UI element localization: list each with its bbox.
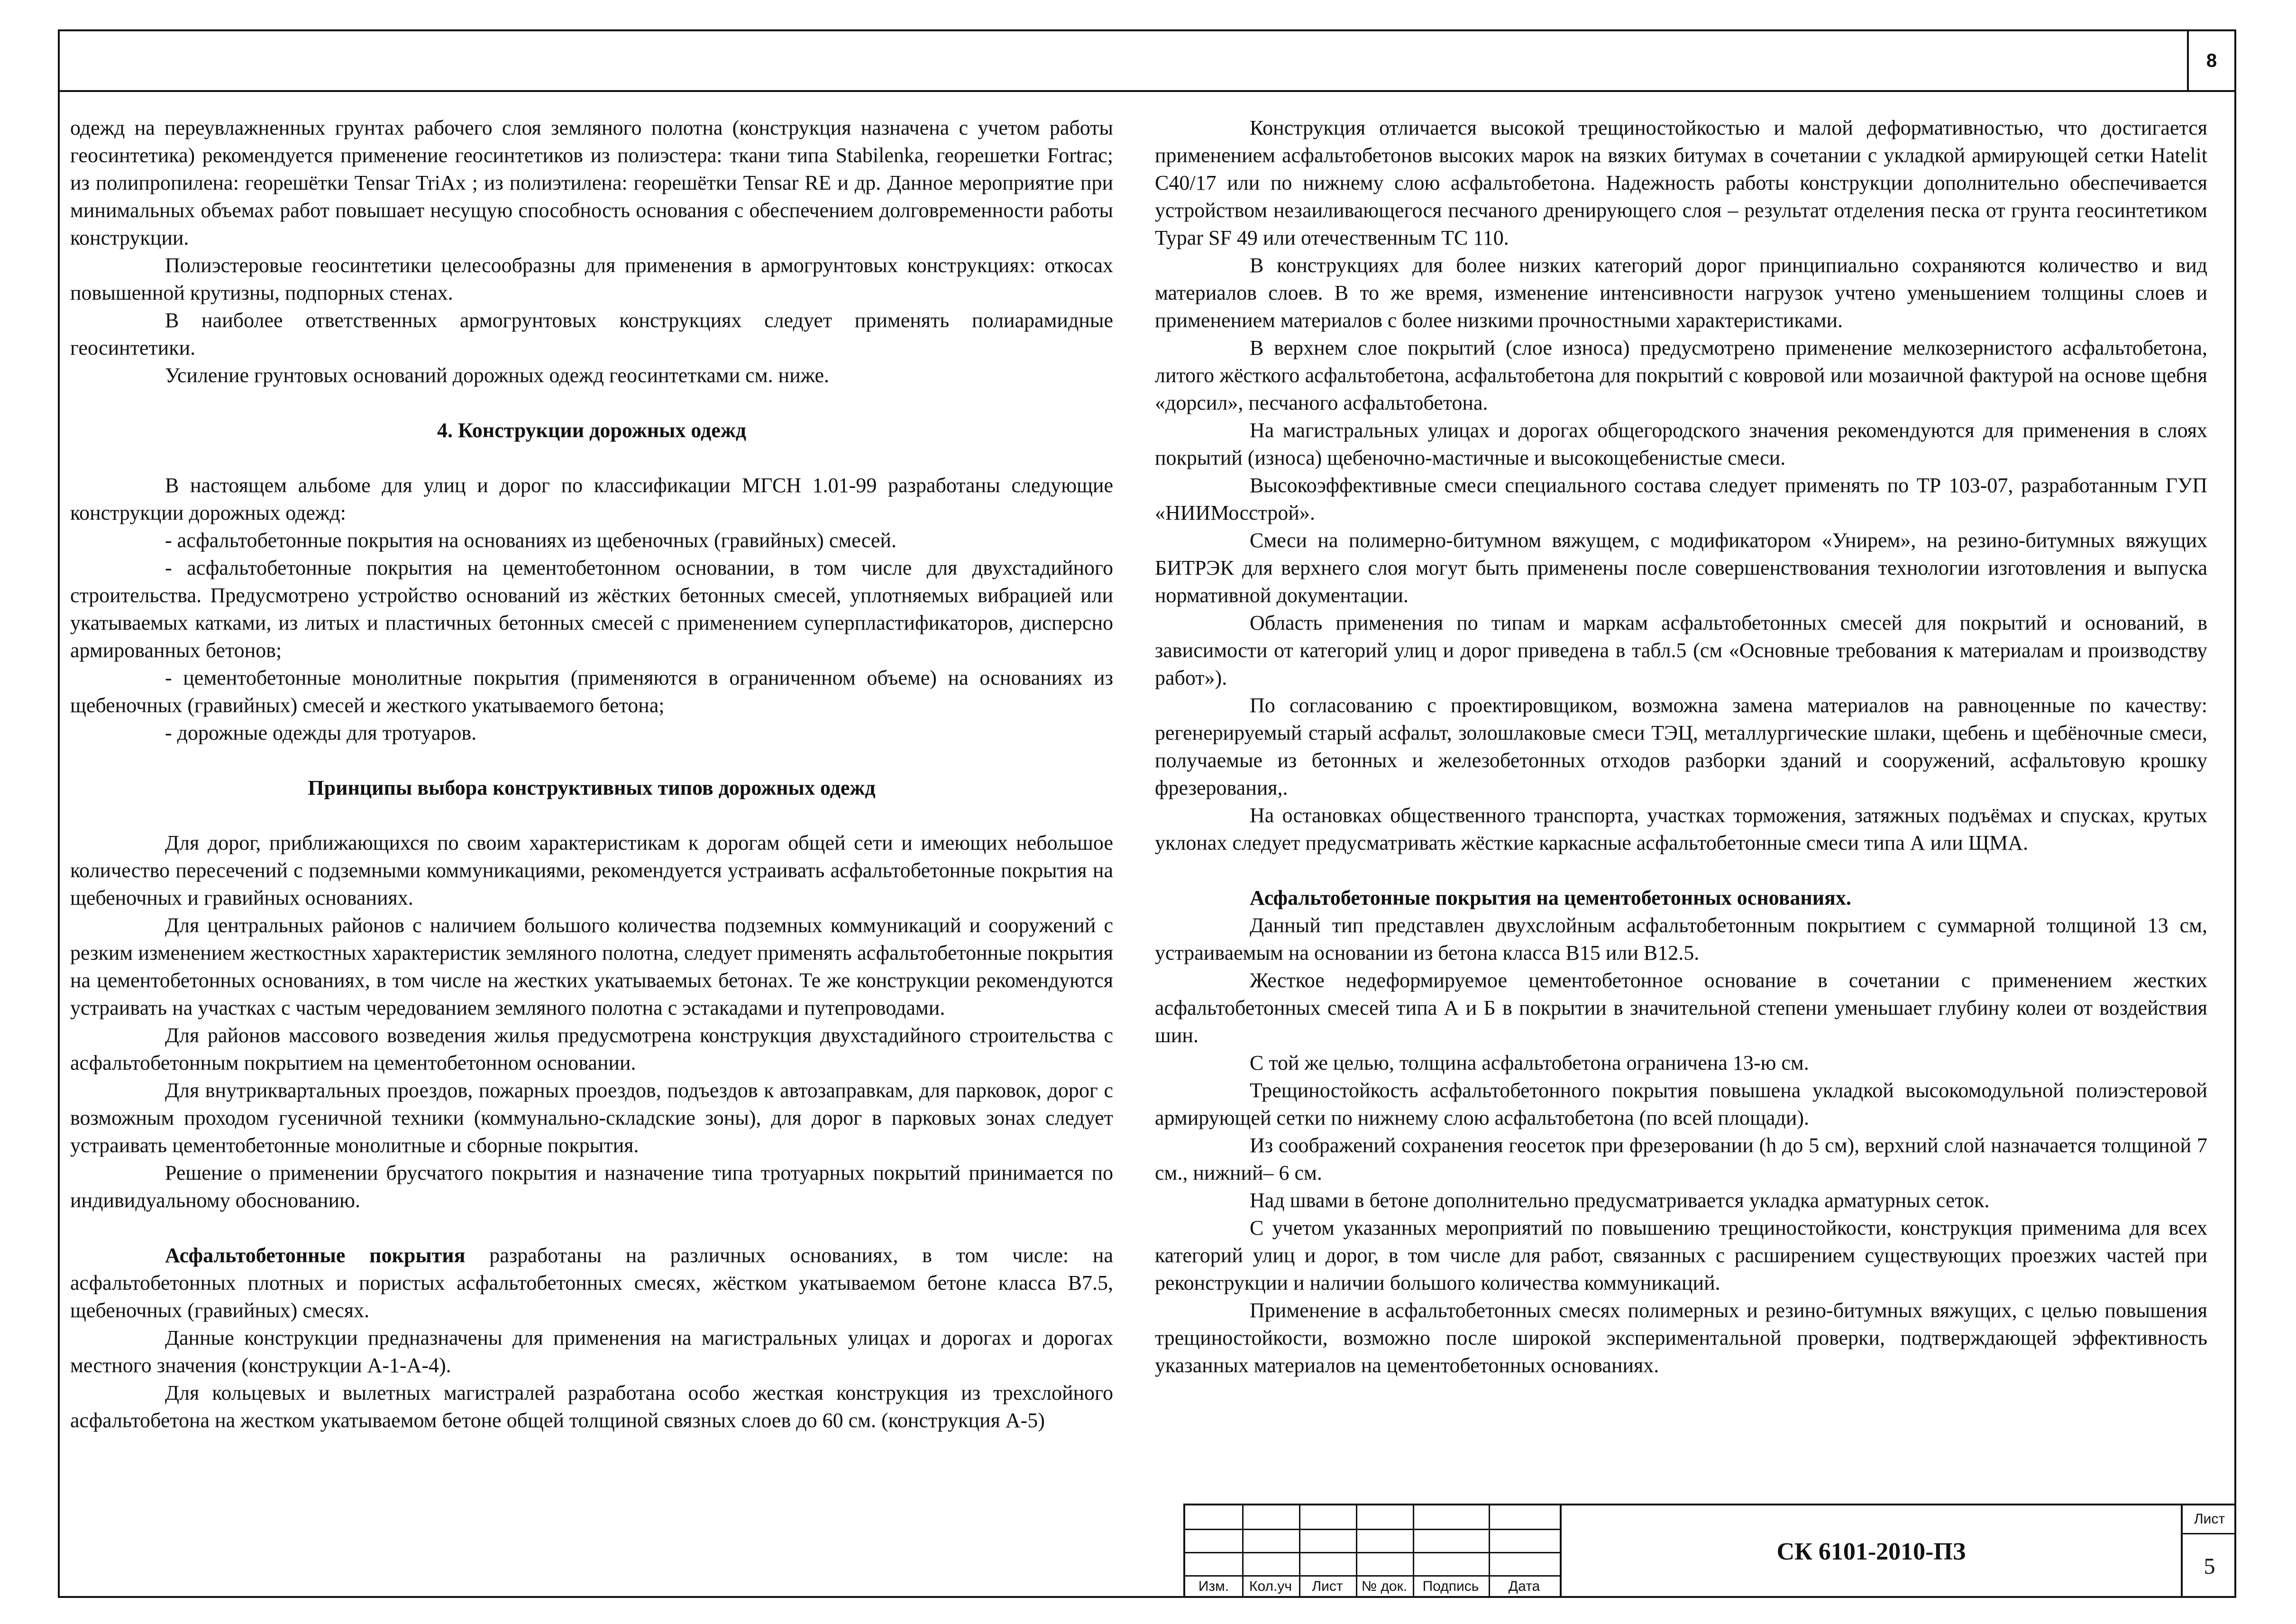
paragraph: Для дорог, приближающихся по своим характеристикам к дорогам общей сети и имеющих небольшое количество пересечений с подземными коммуникациями, рекомендуется устраивать асфальтобетонные покрытия на щебеночных и гравийных основаниях. [70,831,1113,909]
paragraph: Трещиностойкость асфальтобетонного покрытия повышена укладкой высокомодульной полиэстеровой армирующей сетки по нижнему слою асфальтобетона (по всей площади). [1155,1079,2207,1129]
header-date: Дата [1508,1578,1540,1594]
paragraph: На остановках общественного транспорта, участках торможения, затяжных подъёмах и спусках, крутых уклонах следует предусматривать жёсткие каркасные асфальтобетонные смеси типа А или ЩМА. [1155,804,2207,854]
left-column [70,114,1113,1434]
header-doc-no: № док. [1361,1578,1408,1594]
sheet-label: Лист [2183,1505,2236,1534]
header-kol-uch: Кол.уч [1249,1578,1292,1594]
paragraph: Для кольцевых и вылетных магистралей разработана особо жесткая конструкция из трехслойного асфальтобетона на жестком укатываемом бетоне общей толщиной связных слоев до 60 см. (конструкция А-5) [70,1381,1113,1432]
paragraph: Данные конструкции предназначены для применения на магистральных улицах и дорогах и дорогах местного значения (конструкции А-1-А-4). [70,1326,1113,1377]
section-heading: 4. Конструкции дорожных одежд [437,419,746,442]
paragraph: Усиление грунтовых оснований дорожных одежд геосинтетками см. ниже. [165,364,829,387]
paragraph: Смеси на полимерно-битумном вяжущем, с модификатором «Унирем», на резино-битумных вяжущих БИТРЭК для верхнего слоя могут быть применены после совершенствования технологии изготовления и выпуска нормативной документации. [1155,529,2207,607]
paragraph: По согласованию с проектировщиком, возможна замена материалов на равноценные по качеству: регенерируемый старый асфальт, золошлаковые смеси ТЭЦ, металлургические шлаки, щебень и щебёночные смеси, получаемые из бетонных и железобетонных отходов разборки зданий и сооружений, асфальтовую крошку фрезерования,. [1155,694,2207,799]
bold-term: Асфальтобетонные покрытия [165,1244,466,1267]
paragraph: С той же целью, толщина асфальтобетона ограничена 13-ю см. [1250,1051,1809,1074]
list-item: - асфальтобетонные покрытия на цементобетонном основании, в том числе для двухстадийного строительства. Предусмотрено устройство оснований из жёстких бетонных смесей, уплотняемых вибрацией или укатываемых катками, из литых и пластичных бетонных смесей с применением суперпластификаторов, дисперсно армированных бетонов; [70,556,1113,662]
paragraph: Конструкция отличается высокой трещиностойкостью и малой деформативностью, что достигается применением асфальтобетонов высоких марок на вязких битумах в сочетании с укладкой армирующей сетки Hatelit C40/17 или по нижнему слою асфальтобетона. Надежность работы конструкции дополнительно обеспечивается устройством незаиливающегося песчаного дренирующего слоя – результат отделения песка от грунта геосинтетиком Typar SF 49 или отечественным ТС 110. [1155,116,2207,249]
paragraph: Для центральных районов с наличием большого количества подземных коммуникаций и сооружений с резким изменением жесткостных характеристик земляного полотна, следует применять асфальтобетонные покрытия на цементобетонных основаниях, в том числе на жестких укатываемых бетонах. Те же конструкции рекомендуются устраивать на участках с частым чередованием земляного полотна с эстакадами и путепроводами. [70,914,1113,1019]
paragraph: Из соображений сохранения геосеток при фрезеровании (h до 5 см), верхний слой назначается толщиной 7 см., нижний– 6 см. [1155,1134,2207,1184]
paragraph: Жесткое недеформируемое цементобетонное основание в сочетании с применением жестких асфальтобетонных смесей типа А и Б в покрытии в значительной степени уменьшает глубину колеи от воздействия шин. [1155,969,2207,1047]
paragraph [70,1242,1113,1324]
list-item: - асфальтобетонные покрытия на основаниях из щебеночных (гравийных) смесей. [165,529,896,552]
right-column [1155,114,2207,1379]
header-list: Лист [1312,1578,1343,1594]
paragraph: На магистральных улицах и дорогах общегородского значения рекомендуются для применения в слоях покрытий (износа) щебеночно-мастичные и высокощебенистые смеси. [1155,419,2207,469]
paragraph: Полиэстеровые геосинтетики целесообразны для применения в армогрунтовых конструкциях: откосах повышенной крутизны, подпорных стенах. [70,254,1113,304]
paragraph: Для районов массового возведения жилья предусмотрена конструкция двухстадийного строительства с асфальтобетонным покрытием на цементобетонном основании. [70,1024,1113,1074]
section-heading: Асфальтобетонные покрытия на цементобетонных основаниях. [1250,886,1851,909]
title-block [1183,1504,2236,1598]
header-izm: Изм. [1198,1578,1229,1594]
document-code: СК 6101-2010-ПЗ [1560,1505,2181,1598]
paragraph-text: разработаны на различных основаниях, в том числе: на асфальтобетонных плотных и пористых асфальтобетонных смесях, жёстком укатываемом бетоне класса В7.5, щебеночных (гравийных) смесях. [70,1244,1113,1322]
paragraph: Область применения по типам и маркам асфальтобетонных смесей для покрытий и оснований, в зависимости от категорий улиц и дорог приведена в табл.5 (см «Основные требования к материалам и производству работ»). [1155,611,2207,689]
paragraph: Высокоэффективные смеси специального состава следует применять по ТР 103-07, разработанным ГУП «НИИМосстрой». [1155,474,2207,524]
page-number: 8 [2187,31,2234,90]
list-item: - дорожные одежды для тротуаров. [165,721,477,744]
header-border [60,90,2234,92]
paragraph: В конструкциях для более низких категорий дорог принципиально сохраняются количество и вид материалов слоев. В то же время, изменение интенсивности нагрузок учтено уменьшением толщины слоев и применением материалов с более низкими прочностными характеристиками. [1155,254,2207,332]
list-item: - цементобетонные монолитные покрытия (применяются в ограниченном объеме) на основаниях из щебеночных (гравийных) смесей и жесткого укатываемого бетона; [70,666,1113,717]
header-signature: Подпись [1422,1578,1479,1594]
paragraph: В настоящем альбоме для улиц и дорог по классификации МГСН 1.01-99 разработаны следующие конструкции дорожных одежд: [70,474,1113,524]
paragraph: С учетом указанных мероприятий по повышению трещиностойкости, конструкция применима для всех категорий улиц и дорог, в том числе для работ, связанных с расширением существующих проезжих частей при реконструкции и наличии большого количества коммуникаций. [1155,1216,2207,1294]
paragraph: В наиболее ответственных армогрунтовых конструкциях следует применять полиарамидные геосинтетики. [70,309,1113,359]
paragraph: одежд на переувлажненных грунтах рабочего слоя земляного полотна (конструкция назначена с учетом работы геосинтетика) рекомендуется применение геосинтетиков из полиэстера: ткани типа Stabilenka, георешетки Fortrac; из полипропилена: георешётки Tensar TriAx ; из полиэтилена: георешётки Tensar RE и др. Данное мероприятие при минимальных объемах работ повышает несущую способность основания с обеспечением долговременности работы конструкции. [70,116,1113,249]
paragraph: Решение о применении брусчатого покрытия и назначение типа тротуарных покрытий принимается по индивидуальному обоснованию. [70,1161,1113,1212]
paragraph: В верхнем слое покрытий (слое износа) предусмотрено применение мелкозернистого асфальтобетона, литого жёсткого асфальтобетона, асфальтобетона для покрытий с ковровой или мозаичной фактурой на основе щебня «дорсил», песчаного асфальтобетона. [1155,336,2207,414]
section-heading: Принципы выбора конструктивных типов дорожных одежд [308,776,876,799]
sheet-number-box [2181,1505,2236,1598]
paragraph: Данный тип представлен двухслойным асфальтобетонным покрытием с суммарной толщиной 13 см, устраиваемым на основании из бетона класса В15 или В12.5. [1155,914,2207,964]
paragraph: Для внутриквартальных проездов, пожарных проездов, подъездов к автозаправкам, для парковок, дорог с возможным проходом гусеничной техники (коммунально-складские зоны), для дорог в парковых зонах следует устраивать цементобетонные монолитные и сборные покрытия. [70,1079,1113,1157]
paragraph: Применение в асфальтобетонных смесях полимерных и резино-битумных вяжущих, с целью повышения трещиностойкости, возможно после широкой экспериментальной проверки, подтверждающей эффективность указанных материалов на цементобетонных основаниях. [1155,1299,2207,1377]
drawing-sheet [58,29,2236,1598]
paragraph: Над швами в бетоне дополнительно предусматривается укладка арматурных сеток. [1250,1189,1990,1212]
revision-grid [1185,1505,1560,1598]
sheet-number: 5 [2204,1553,2215,1579]
